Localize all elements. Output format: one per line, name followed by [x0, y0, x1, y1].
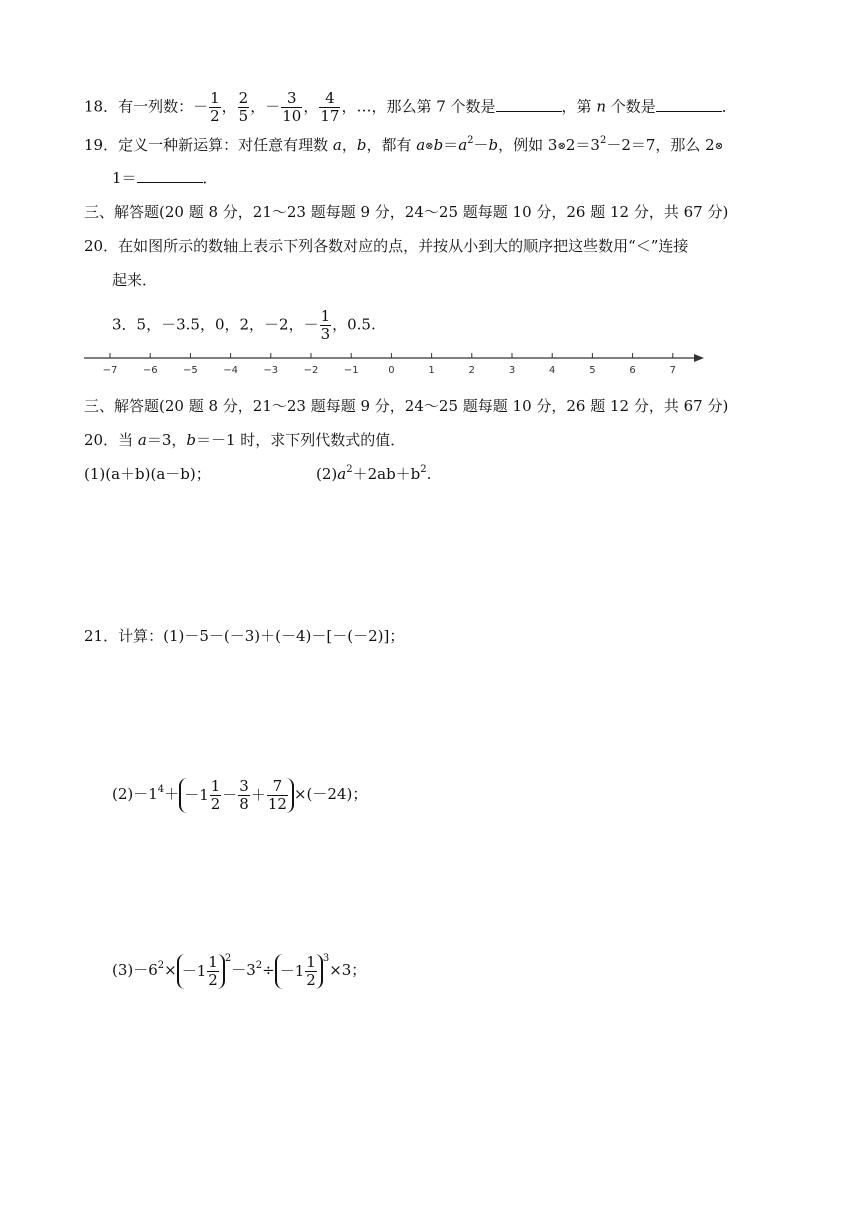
number-line	[84, 348, 714, 378]
expr-end: ×3；	[329, 961, 367, 979]
section-heading: 三、解答题(20 题 8 分，21～23 题每题 9 分，24～25 题每题 10 分，26 题 12 分，共 67 分)	[84, 203, 729, 221]
question-18: 18．有一列数：－ $\frac{1}{2}$ ， $\frac{2}{5}$ ，－ $\frac{3}{10}$ ， $\frac{4}{17}$ ，…，那么第 7 个数是 ，第 n 个数是 ．	[84, 89, 737, 125]
frac-den: 2	[208, 970, 218, 989]
exponent: 2	[224, 953, 232, 964]
var-a: a	[332, 136, 342, 154]
otimes-symbol: ⊗	[557, 141, 566, 152]
answer-blank[interactable]	[137, 168, 203, 183]
axis-tick-label: 3	[508, 365, 516, 376]
question-21-part3	[112, 950, 366, 990]
q19-example: ，例如 3	[498, 136, 558, 154]
q18-prefix: 18．有一列数：	[84, 97, 194, 116]
axis-tick-label: −3	[263, 365, 279, 376]
expr: －1	[279, 961, 305, 980]
frac-den: 17	[320, 107, 340, 125]
axis-tick-label: 6	[629, 365, 636, 376]
var-b: b	[186, 431, 196, 449]
seq-sign: －	[265, 97, 281, 116]
exponent: 4	[157, 784, 165, 795]
fraction	[319, 90, 340, 125]
q18-mid2: ，第	[561, 97, 597, 116]
answer-blank[interactable]	[496, 97, 562, 112]
divide: ÷	[262, 961, 275, 979]
q19-example: －2＝7，那么 2	[606, 136, 715, 154]
question-21-part2	[112, 774, 367, 814]
expr: －1	[181, 961, 207, 980]
answer-blank[interactable]	[656, 97, 722, 112]
question-20b-part1: (1)(a＋b)(a－b)；	[84, 465, 211, 483]
axis-tick-label: 7	[669, 365, 676, 376]
q19-text: ，都有	[366, 136, 417, 154]
q20b-text: 20．当	[84, 431, 138, 449]
frac-den: 5	[238, 107, 249, 125]
otimes-symbol: ⊗	[425, 141, 434, 152]
frac-num: 1	[210, 89, 220, 107]
question-19-line1: 19．定义一种新运算：对任意有理数 a，b，都有 $a\otimes b=a^2-b$，例如 $3\otimes 2=3^2-2=7$，那么 2⊗	[84, 135, 724, 154]
minus: －	[473, 136, 489, 154]
axis-tick-label: 2	[468, 365, 475, 376]
paren-group	[177, 954, 225, 989]
expr: (3)－6	[112, 961, 158, 979]
exponent: 2	[255, 960, 263, 971]
number-list-tail: ，0.5.	[332, 315, 376, 334]
part-label: (2)	[316, 465, 338, 483]
exponent: 3	[322, 953, 330, 964]
axis-tick-label: −5	[183, 365, 198, 376]
expr: ＋2ab＋b	[352, 465, 421, 483]
equals: ＝	[443, 136, 459, 154]
question-19-line2	[112, 168, 218, 188]
q19-text: ，	[341, 136, 357, 154]
q19-text: 19．定义一种新运算：对任意有理数	[84, 136, 333, 154]
fraction	[238, 778, 250, 813]
frac-num: 2	[238, 89, 249, 107]
frac-num: 1	[208, 952, 218, 971]
number-list: 3．5，－3.5，0，2，－2，－	[112, 315, 319, 334]
var-b: b	[433, 136, 444, 154]
q19-line2: 1＝	[112, 169, 137, 187]
q18-end: ．	[721, 97, 737, 116]
plus: ＋	[250, 785, 266, 804]
section-heading: 三、解答题(20 题 8 分，21～23 题每题 9 分，24～25 题每题 10 分，26 题 12 分，共 67 分)	[84, 397, 729, 415]
expr: (2)－1	[112, 785, 158, 803]
axis-tick-label: −1	[343, 365, 359, 376]
expr: －3	[231, 961, 256, 979]
frac-num: 7	[267, 778, 288, 796]
expr-end: ×(－24)；	[293, 785, 368, 803]
frac-den: 12	[267, 794, 287, 813]
axis-tick-label: 1	[428, 365, 435, 376]
times: ×	[164, 961, 177, 979]
axis-tick-label: 5	[589, 365, 596, 376]
paren-group	[275, 954, 323, 989]
axis-ticks	[103, 353, 676, 376]
fraction	[209, 90, 221, 125]
fraction	[238, 90, 250, 125]
q19-end: ．	[202, 169, 218, 187]
frac-den: 2	[210, 107, 220, 125]
var-n: n	[596, 97, 606, 116]
plus: ＋	[164, 785, 180, 803]
var-b: b	[488, 136, 499, 154]
otimes-symbol: ⊗	[714, 141, 724, 152]
frac-den: 10	[282, 107, 302, 125]
fraction	[305, 954, 317, 989]
question-21-part1: 21．计算：(1)－5－(－3)＋(－4)－[－(－2)]；	[84, 627, 405, 645]
frac-num: 4	[319, 90, 340, 108]
var-a: a	[337, 465, 347, 483]
exponent: 2	[157, 960, 165, 971]
frac-num: 1	[320, 307, 331, 325]
q18-mid3: 个数是	[606, 97, 656, 116]
axis-tick-label: −6	[142, 365, 158, 376]
axis-tick-label: −4	[223, 365, 238, 376]
question-20b-part2: $(2)a^2+2ab+b^2$.	[316, 464, 432, 483]
fraction	[320, 308, 332, 343]
frac-den: 3	[320, 325, 331, 343]
fraction	[207, 954, 219, 989]
question-20b	[84, 430, 405, 450]
expr-end: .	[426, 465, 432, 483]
axis-arrow	[694, 354, 704, 362]
frac-num: 3	[239, 776, 249, 795]
question-20a-numbers	[112, 308, 376, 343]
question-20a-line1: 20．在如图所示的数轴上表示下列各数对应的点，并按从小到大的顺序把这些数用“＜”连接	[84, 237, 689, 255]
frac-den: 2	[210, 794, 221, 813]
var-a: a	[137, 431, 147, 449]
var-a: a	[416, 136, 426, 154]
var-b: b	[356, 136, 367, 154]
question-20a-line2: 起来．	[112, 271, 158, 289]
q20b-text: ＝－1 时，求下列代数式的值．	[195, 431, 406, 449]
fraction	[281, 90, 302, 125]
frac-num: 1	[210, 776, 221, 795]
expr: －1	[184, 785, 209, 804]
axis-tick-label: −7	[102, 365, 118, 376]
axis-tick-label: 0	[388, 365, 395, 376]
frac-den: 2	[306, 970, 316, 989]
frac-num: 1	[306, 952, 316, 971]
paren-group	[179, 778, 294, 813]
minus: －	[222, 785, 238, 804]
frac-num: 3	[281, 90, 302, 108]
frac-den: 8	[239, 794, 249, 813]
axis-tick-label: 4	[549, 365, 556, 376]
var-a: a	[458, 136, 468, 154]
fraction	[210, 778, 222, 813]
axis-tick-label: −2	[303, 365, 319, 376]
q19-example: 2＝3	[565, 136, 600, 154]
q20b-text: ＝3，	[146, 431, 187, 449]
fraction	[267, 778, 288, 813]
seq-sign: －	[193, 97, 209, 116]
q18-mid: ，…，那么第 7 个数是	[341, 97, 496, 116]
